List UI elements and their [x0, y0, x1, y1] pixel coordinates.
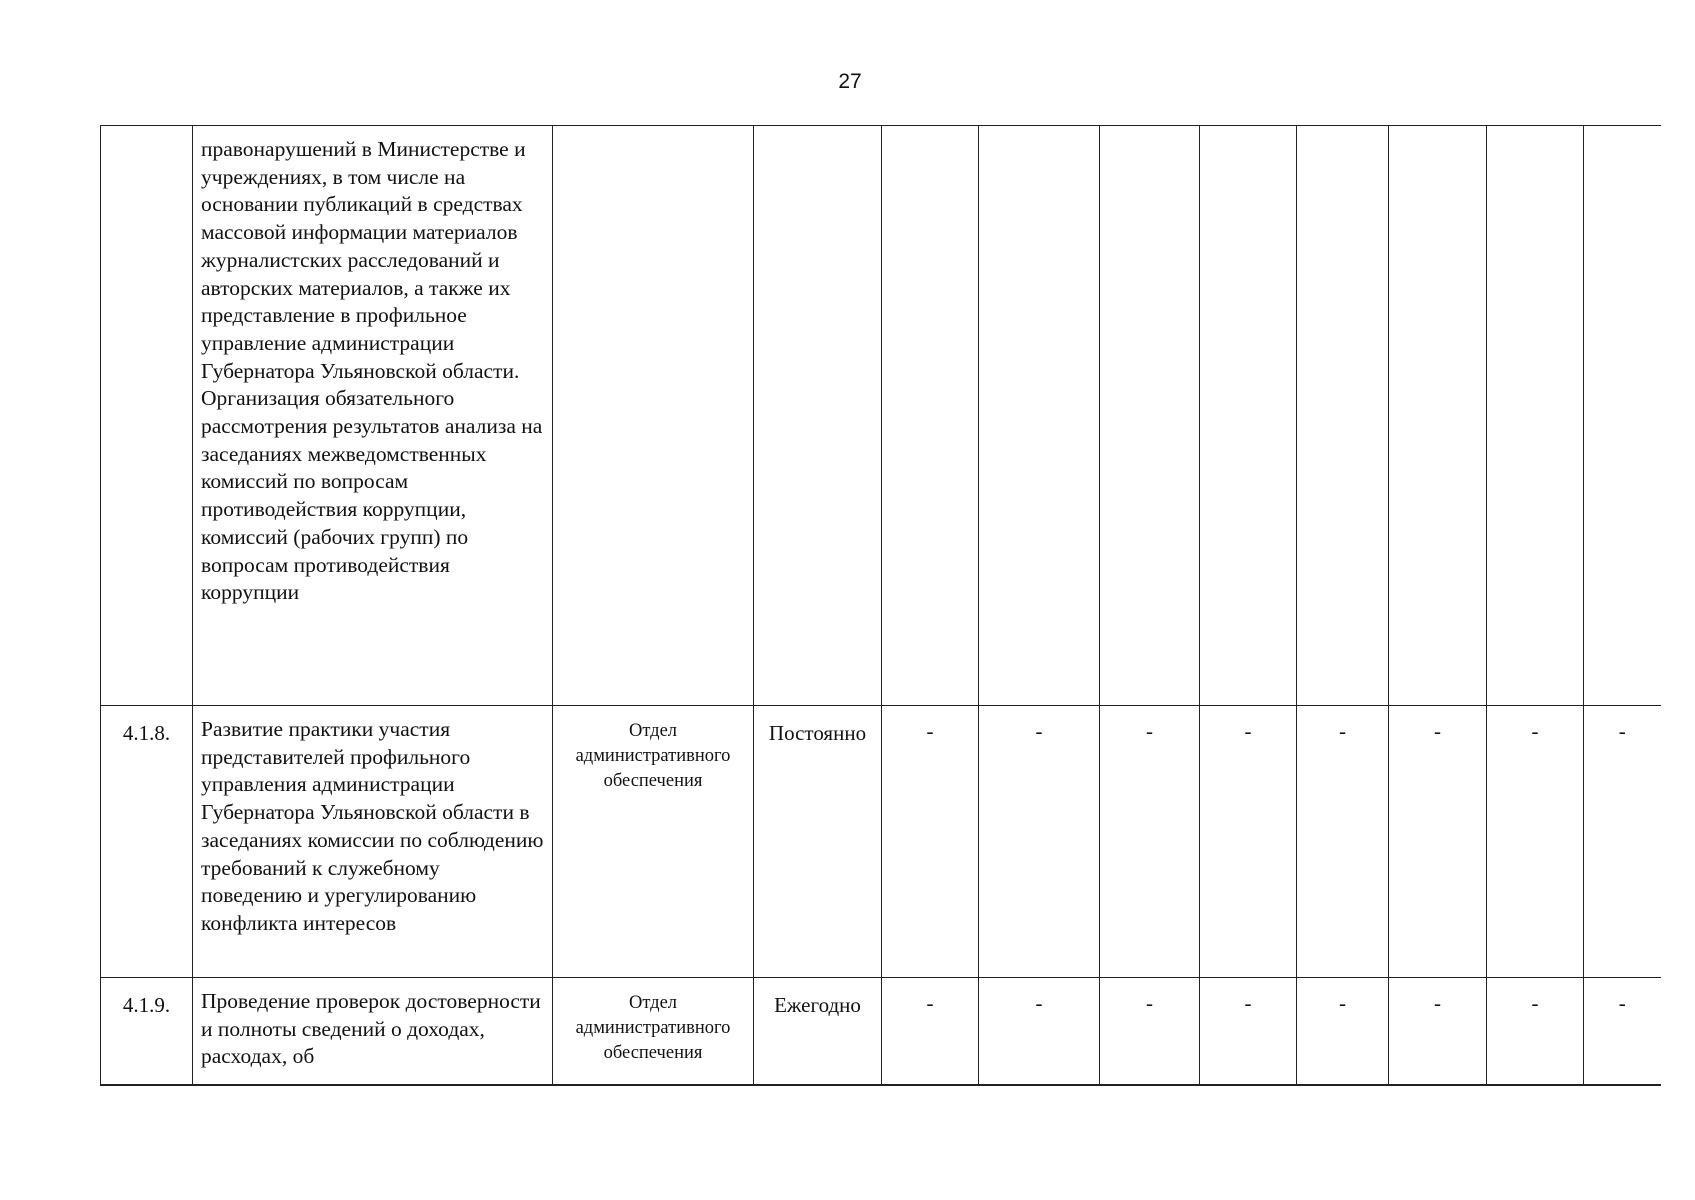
value-cell: -: [1389, 706, 1487, 978]
term: [754, 126, 882, 706]
value-cell: -: [882, 706, 979, 978]
item-number: [101, 126, 193, 706]
item-description: [193, 126, 553, 706]
item-description: [193, 706, 553, 978]
term: Ежегодно: [754, 978, 882, 1085]
value-cell: -: [882, 978, 979, 1085]
term: Постоянно: [754, 706, 882, 978]
responsible-unit: Отдел административного обеспечения: [553, 706, 754, 978]
table-row: [101, 978, 1661, 1085]
responsible-unit: Отдел административного обеспечения: [553, 978, 754, 1085]
value-cell: -: [1200, 706, 1297, 978]
measures-table: [100, 125, 1661, 1086]
description-paragraph: Организация обязательного рассмотрения результатов анализа на заседаниях межведомственных комиссий по вопросам противодействия коррупции, комиссий (рабочих групп) по вопросам противодействия коррупции: [201, 386, 543, 605]
description-paragraph: правонарушений в Министерстве и учреждениях, в том числе на основании публикаций в средствах массовой информации материалов журналистских расследований и авторских материалов, а также их представление в профильное управление администрации Губернатора Ульяновской области.: [201, 137, 526, 383]
table-row: [101, 126, 1661, 706]
value-cell: [1297, 126, 1389, 706]
responsible-unit: [553, 126, 754, 706]
value-cell: [882, 126, 979, 706]
value-cell: [1200, 126, 1297, 706]
value-cell: -: [1200, 978, 1297, 1085]
value-cell: [979, 126, 1100, 706]
value-cell: -: [1487, 978, 1584, 1085]
value-cell: -: [1100, 706, 1200, 978]
page-number: 27: [838, 70, 862, 93]
value-cell: [1487, 126, 1584, 706]
value-cell: -: [1584, 706, 1661, 978]
value-cell: -: [1584, 978, 1661, 1085]
value-cell: -: [1297, 706, 1389, 978]
value-cell: [1389, 126, 1487, 706]
value-cell: [1100, 126, 1200, 706]
item-description: [193, 978, 553, 1085]
value-cell: -: [1297, 978, 1389, 1085]
table-row: [101, 706, 1661, 978]
value-cell: -: [1100, 978, 1200, 1085]
value-cell: [1584, 126, 1661, 706]
item-number: 4.1.8.: [101, 706, 193, 978]
value-cell: -: [1487, 706, 1584, 978]
value-cell: -: [1389, 978, 1487, 1085]
value-cell: -: [979, 706, 1100, 978]
description-paragraph: Развитие практики участия представителей профильного управления администрации Губернатора Ульяновской области в заседаниях комиссии по соблюдению требований к служебному поведению и урегулированию конфликта интересов: [201, 717, 544, 935]
value-cell: -: [979, 978, 1100, 1085]
description-paragraph: Проведение проверок достоверности и полноты сведений о доходах, расходах, об: [201, 989, 541, 1069]
item-number: 4.1.9.: [101, 978, 193, 1085]
